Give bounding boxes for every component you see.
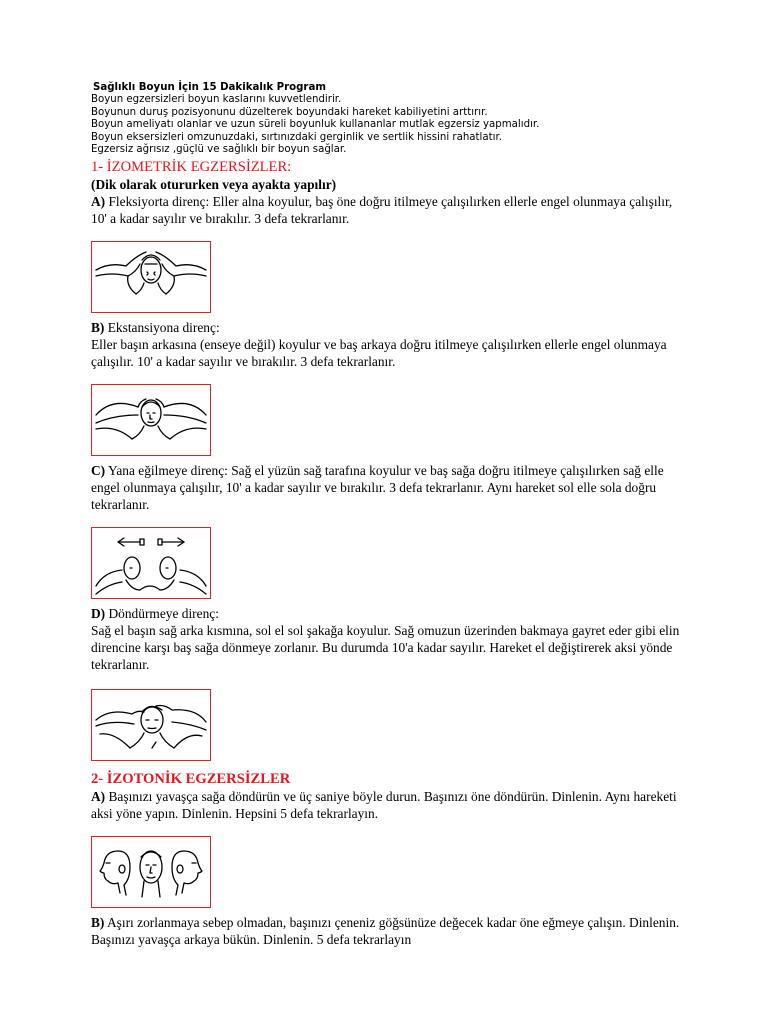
- side-bend-figure: [91, 527, 211, 599]
- exercise-item-b: [91, 319, 691, 370]
- section-title-izometrik: 1- İZOMETRİK EGZERSİZLER:: [91, 159, 292, 176]
- intro-line: Boyun egzersizleri boyun kaslarını kuvvetlendirir.: [91, 94, 342, 106]
- item-letter: D): [91, 606, 106, 622]
- exercise-item-2a: [91, 788, 691, 822]
- item-letter: B): [91, 320, 105, 336]
- item-letter: A): [91, 789, 106, 805]
- hands-behind-head-illustration: [92, 385, 210, 455]
- exercise-item-a: [91, 193, 691, 227]
- intro-line: Egzersiz ağrısız ,güçlü ve sağlıklı bir boyun sağlar.: [91, 144, 347, 156]
- item-text: Yana eğilmeye direnç: Sağ el yüzün sağ tarafına koyulur ve baş sağa doğru itilmeye çalışılırken sağ elle engel olunmaya çalışılır, 10' a kadar sayılır ve bırakılır. 3 defa tekrarlanır. Aynı hareket sol elle sola doğru tekrarlanır.: [91, 463, 664, 513]
- rotation-illustration: [92, 690, 210, 760]
- exercise-item-d: [91, 605, 691, 673]
- intro-block: [91, 82, 691, 156]
- item-text: Başınızı yavaşça sağa döndürün ve üç saniye böyle durun. Başınızı öne döndürün. Dinlenin. Aynı hareketi aksi yöne yapın. Dinlenin. Hepsini 5 defa tekrarlayın.: [91, 789, 677, 822]
- exercise-item-2b: [91, 914, 691, 948]
- item-letter: A): [91, 194, 106, 210]
- intro-line: Boyun ameliyatı olanlar ve uzun süreli boyunluk kullananlar mutlak egzersiz yapmalıdır.: [91, 119, 540, 131]
- rotation-figure: [91, 689, 211, 761]
- item-text: Döndürmeye direnç: Sağ el başın sağ arka kısmına, sol el sol şakağa koyulur. Sağ omuzun üzerinden bakmaya gayret eder gibi elin direncine karşı baş sağa dönmeye zorlanır. Bu durumda 10'a kadar sayılır. Hareket el değiştirerek aksi yönde tekrarlanır.: [91, 606, 680, 673]
- intro-line: Boyun eksersizleri omzunuzdaki, sırtınızdaki gerginlik ve sertlik hissini rahatlatır.: [91, 131, 502, 143]
- hands-behind-head-figure: [91, 384, 211, 456]
- section-title-izotonik: 2- İZOTONİK EGZERSİZLER: [91, 771, 291, 788]
- item-letter: C): [91, 463, 106, 479]
- intro-line: Boyunun duruş pozisyonunu düzelterek boyundaki hareket kabiliyetini arttırır.: [91, 106, 488, 118]
- side-bend-illustration: [92, 528, 210, 598]
- exercise-item-c: [91, 462, 691, 513]
- item-letter: B): [91, 915, 105, 931]
- item-text: Ekstansiyona direnç: Eller başın arkasına (enseye değil) koyulur ve baş arkaya doğru itilmeye çalışılırken ellerle engel olunmaya çalışılır. 10' a kadar sayılır ve bırakılır. 3 defa tekrarlanır.: [91, 320, 667, 370]
- section-subtitle: (Dik olarak otururken veya ayakta yapılır): [91, 177, 337, 193]
- document-page: [91, 82, 691, 948]
- item-text: Fleksiyorta direnç: Eller alna koyulur, baş öne doğru itilmeye çalışılırken ellerle engel olunmaya çalışılır, 10' a kadar sayılır ve bırakılır. 3 defa tekrarlanır.: [91, 194, 673, 227]
- head-turn-figure: [91, 836, 211, 908]
- head-turn-illustration: [92, 837, 210, 907]
- item-text: Aşırı zorlanmaya sebep olmadan, başınızı çeneniz göğsünüze değecek kadar öne eğmeye çalışın. Dinlenin. Başınızı yavaşça arkaya bükün. Dinlenin. 5 defa tekrarlayın: [91, 915, 680, 948]
- hands-on-forehead-illustration: [92, 242, 210, 312]
- document-title: Sağlıklı Boyun İçin 15 Dakikalık Program: [93, 82, 326, 93]
- hands-on-forehead-figure: [91, 241, 211, 313]
